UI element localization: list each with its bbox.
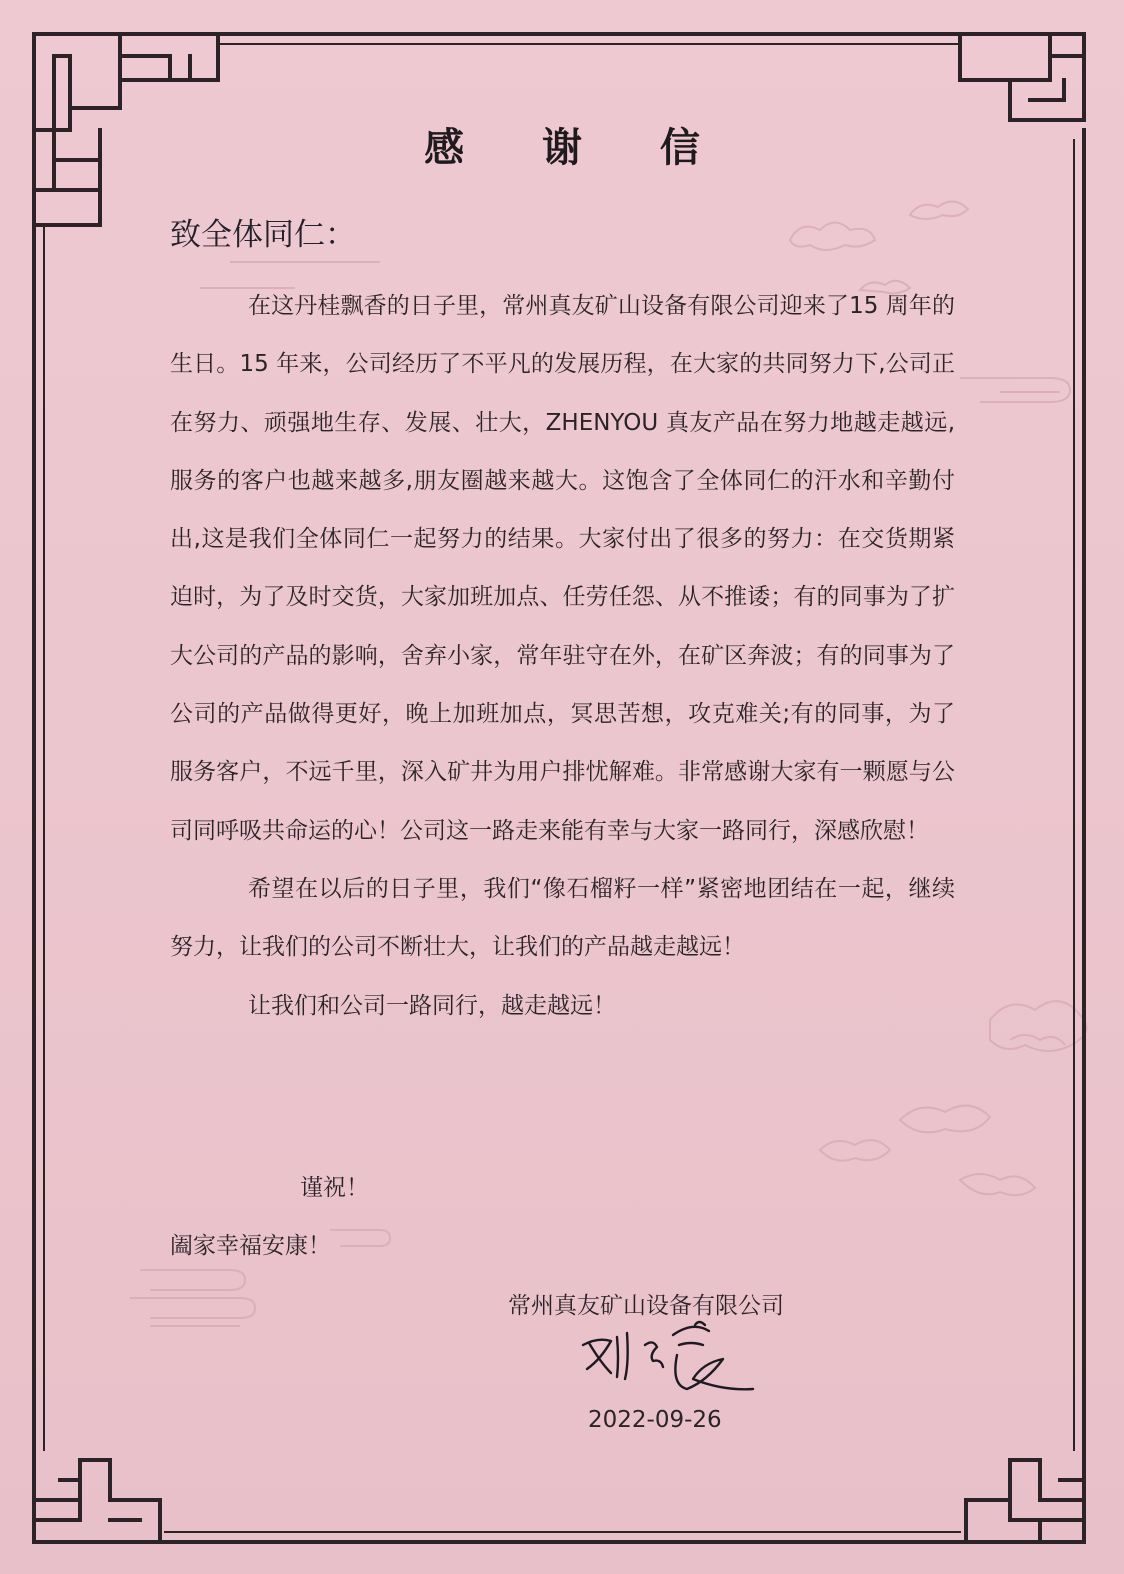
paragraph-3: 让我们和公司一路同行，越走越远！ <box>248 992 616 1019</box>
closing-blessing: 阖家幸福安康！ <box>170 1233 331 1259</box>
handwritten-signature <box>575 1315 775 1395</box>
closing-wish: 谨祝！ <box>300 1175 369 1201</box>
letter-title: 感 谢 信 <box>424 125 732 171</box>
letter-date: 2022-09-26 <box>588 1407 722 1433</box>
paragraph-2: 希望在以后的日子里，我们“像石榴籽一样”紧密地团结在一起，继续努力，让我们的公司不断壮大，让我们的产品越走越远！ <box>170 875 955 961</box>
company-name: 常州真友矿山设备有限公司 <box>508 1293 784 1319</box>
letter-body <box>170 277 955 1035</box>
paragraph-1: 在这丹桂飘香的日子里，常州真友矿山设备有限公司迎来了15 周年的生日。15 年来，公司经历了不平凡的发展历程，在大家的共同努力下,公司正在努力、顽强地生存、发展、壮大，ZHENYOU 真友产品在努力地越走越远,服务的客户也越来越多,朋友圈越来越大。这饱含了全体同仁的汗水和辛勤付出,这是我们全体同仁一起努力的结果。大家付出了很多的努力：在交货期紧迫时，为了及时交货，大家加班加点、任劳任怨、从不推诿；有的同事为了扩大公司的产品的影响，舍弃小家，常年驻守在外，在矿区奔波；有的同事为了公司的产品做得更好，晚上加班加点，冥思苦想，攻克难关;有的同事，为了服务客户，不远千里，深入矿井为用户排忧解难。非常感谢大家有一颗愿与公司同呼吸共命运的心！公司这一路走来能有幸与大家一路同行，深感欣慰！ <box>170 293 955 844</box>
salutation: 致全体同仁： <box>170 217 356 253</box>
